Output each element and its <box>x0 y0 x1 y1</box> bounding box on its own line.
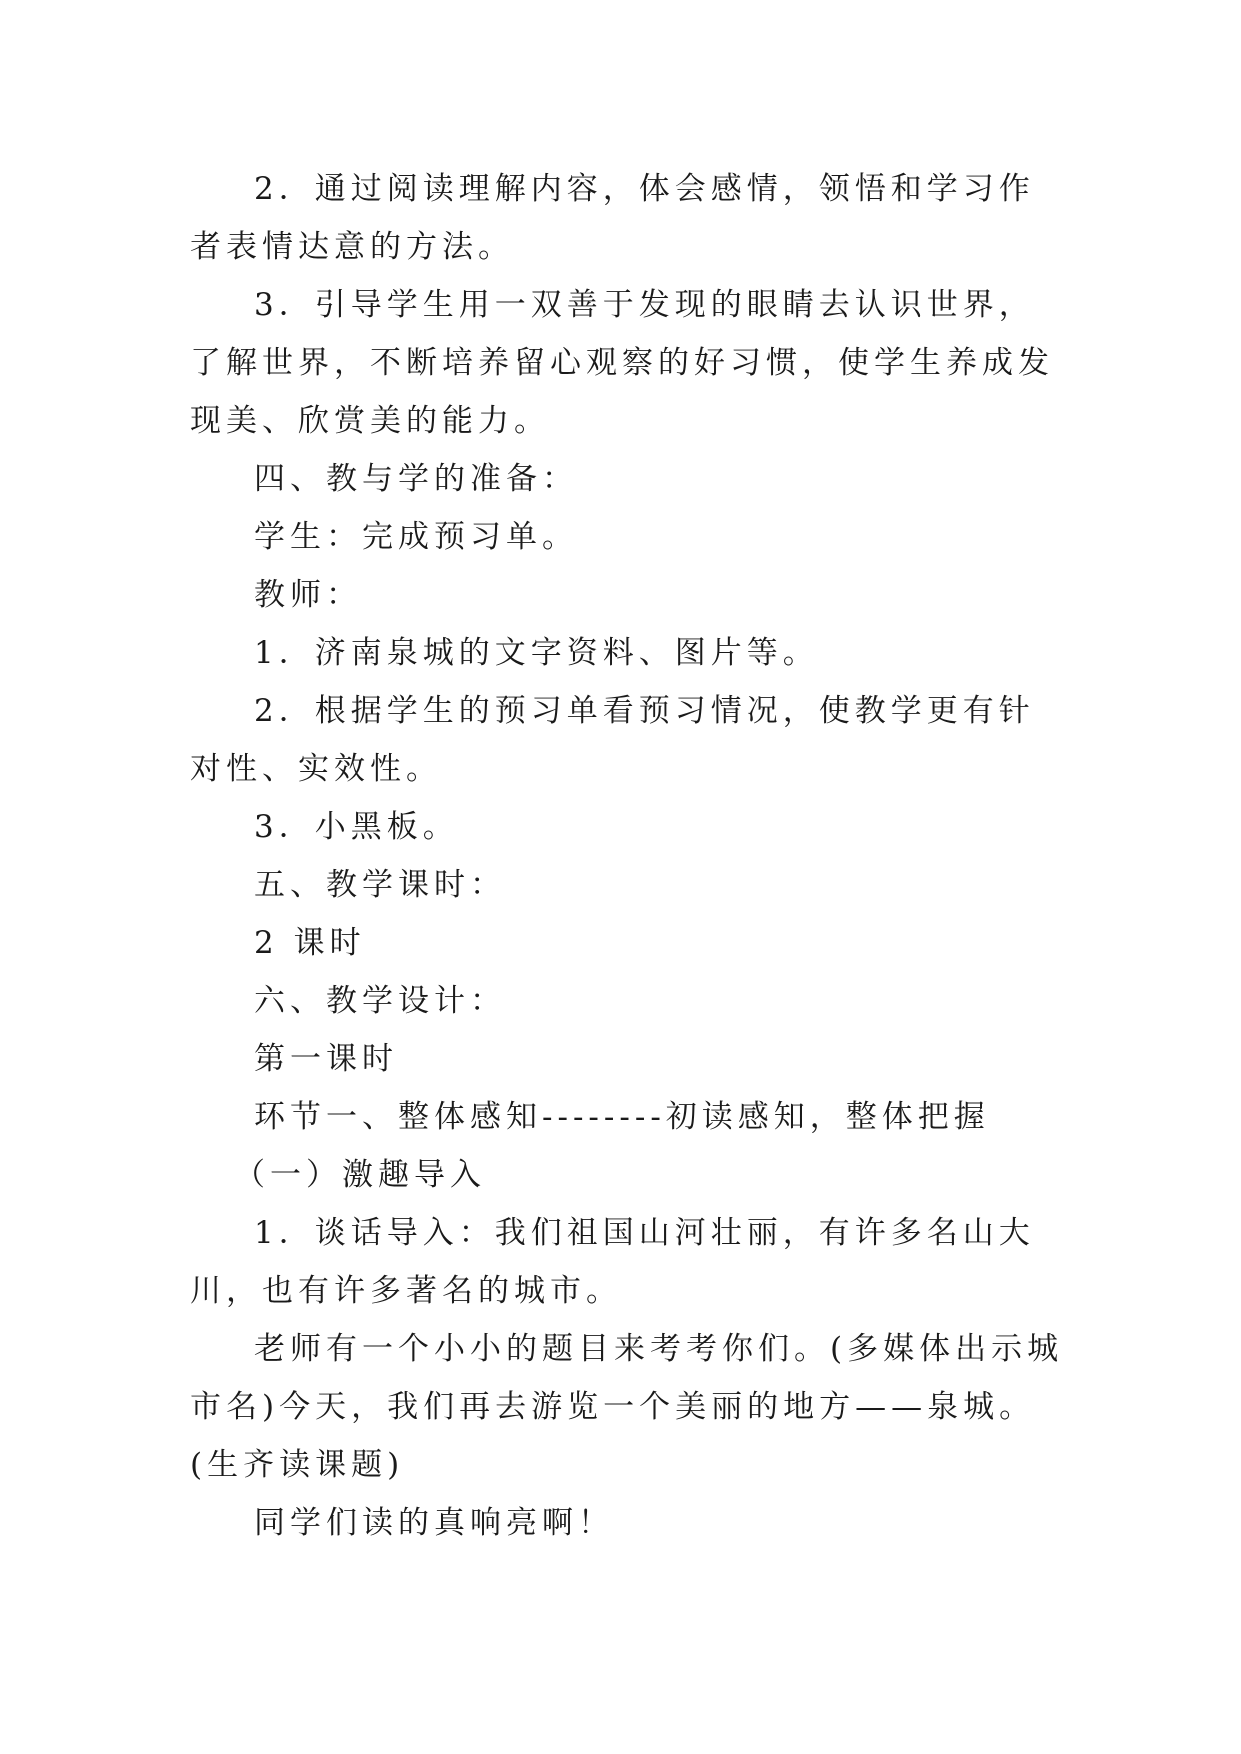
section-heading-class-hours: 五、教学课时： <box>254 867 506 903</box>
section-heading-design: 六、教学设计： <box>254 983 506 1019</box>
paragraph-teacher: 教师： <box>254 577 362 613</box>
paragraph-praise: 同学们读的真响亮啊！ <box>254 1505 614 1541</box>
paragraph-talk-intro: 1．谈话导入：我们祖国山河壮丽，有许多名山大川，也有许多著名的城市。 <box>190 1215 1035 1309</box>
paragraph-students: 学生：完成预习单。 <box>254 519 578 555</box>
paragraph-teacher-question: 老师有一个小小的题目来考考你们。(多媒体出示城市名)今天，我们再去游览一个美丽的地方——泉城。(生齐读课题) <box>190 1331 1064 1483</box>
paragraph-teacher-item-3: 3．小黑板。 <box>254 809 459 845</box>
paragraph-first-lesson: 第一课时 <box>254 1041 398 1077</box>
paragraph-sub-heading-intro: （一）激趣导入 <box>234 1157 486 1193</box>
section-heading-preparation: 四、教与学的准备： <box>254 461 578 497</box>
paragraph-step-one: 环节一、整体感知--------初读感知，整体把握 <box>254 1099 990 1135</box>
paragraph-objective-2: 2．通过阅读理解内容，体会感情，领悟和学习作者表情达意的方法。 <box>190 171 1035 265</box>
document-body <box>190 160 1070 1552</box>
paragraph-teacher-item-2: 2．根据学生的预习单看预习情况，使教学更有针对性、实效性。 <box>190 693 1035 787</box>
paragraph-teacher-item-1: 1．济南泉城的文字资料、图片等。 <box>254 635 819 671</box>
paragraph-objective-3: 3．引导学生用一双善于发现的眼睛去认识世界，了解世界，不断培养留心观察的好习惯，使学生养成发现美、欣赏美的能力。 <box>190 287 1054 439</box>
paragraph-class-hours: 2 课时 <box>254 925 366 961</box>
